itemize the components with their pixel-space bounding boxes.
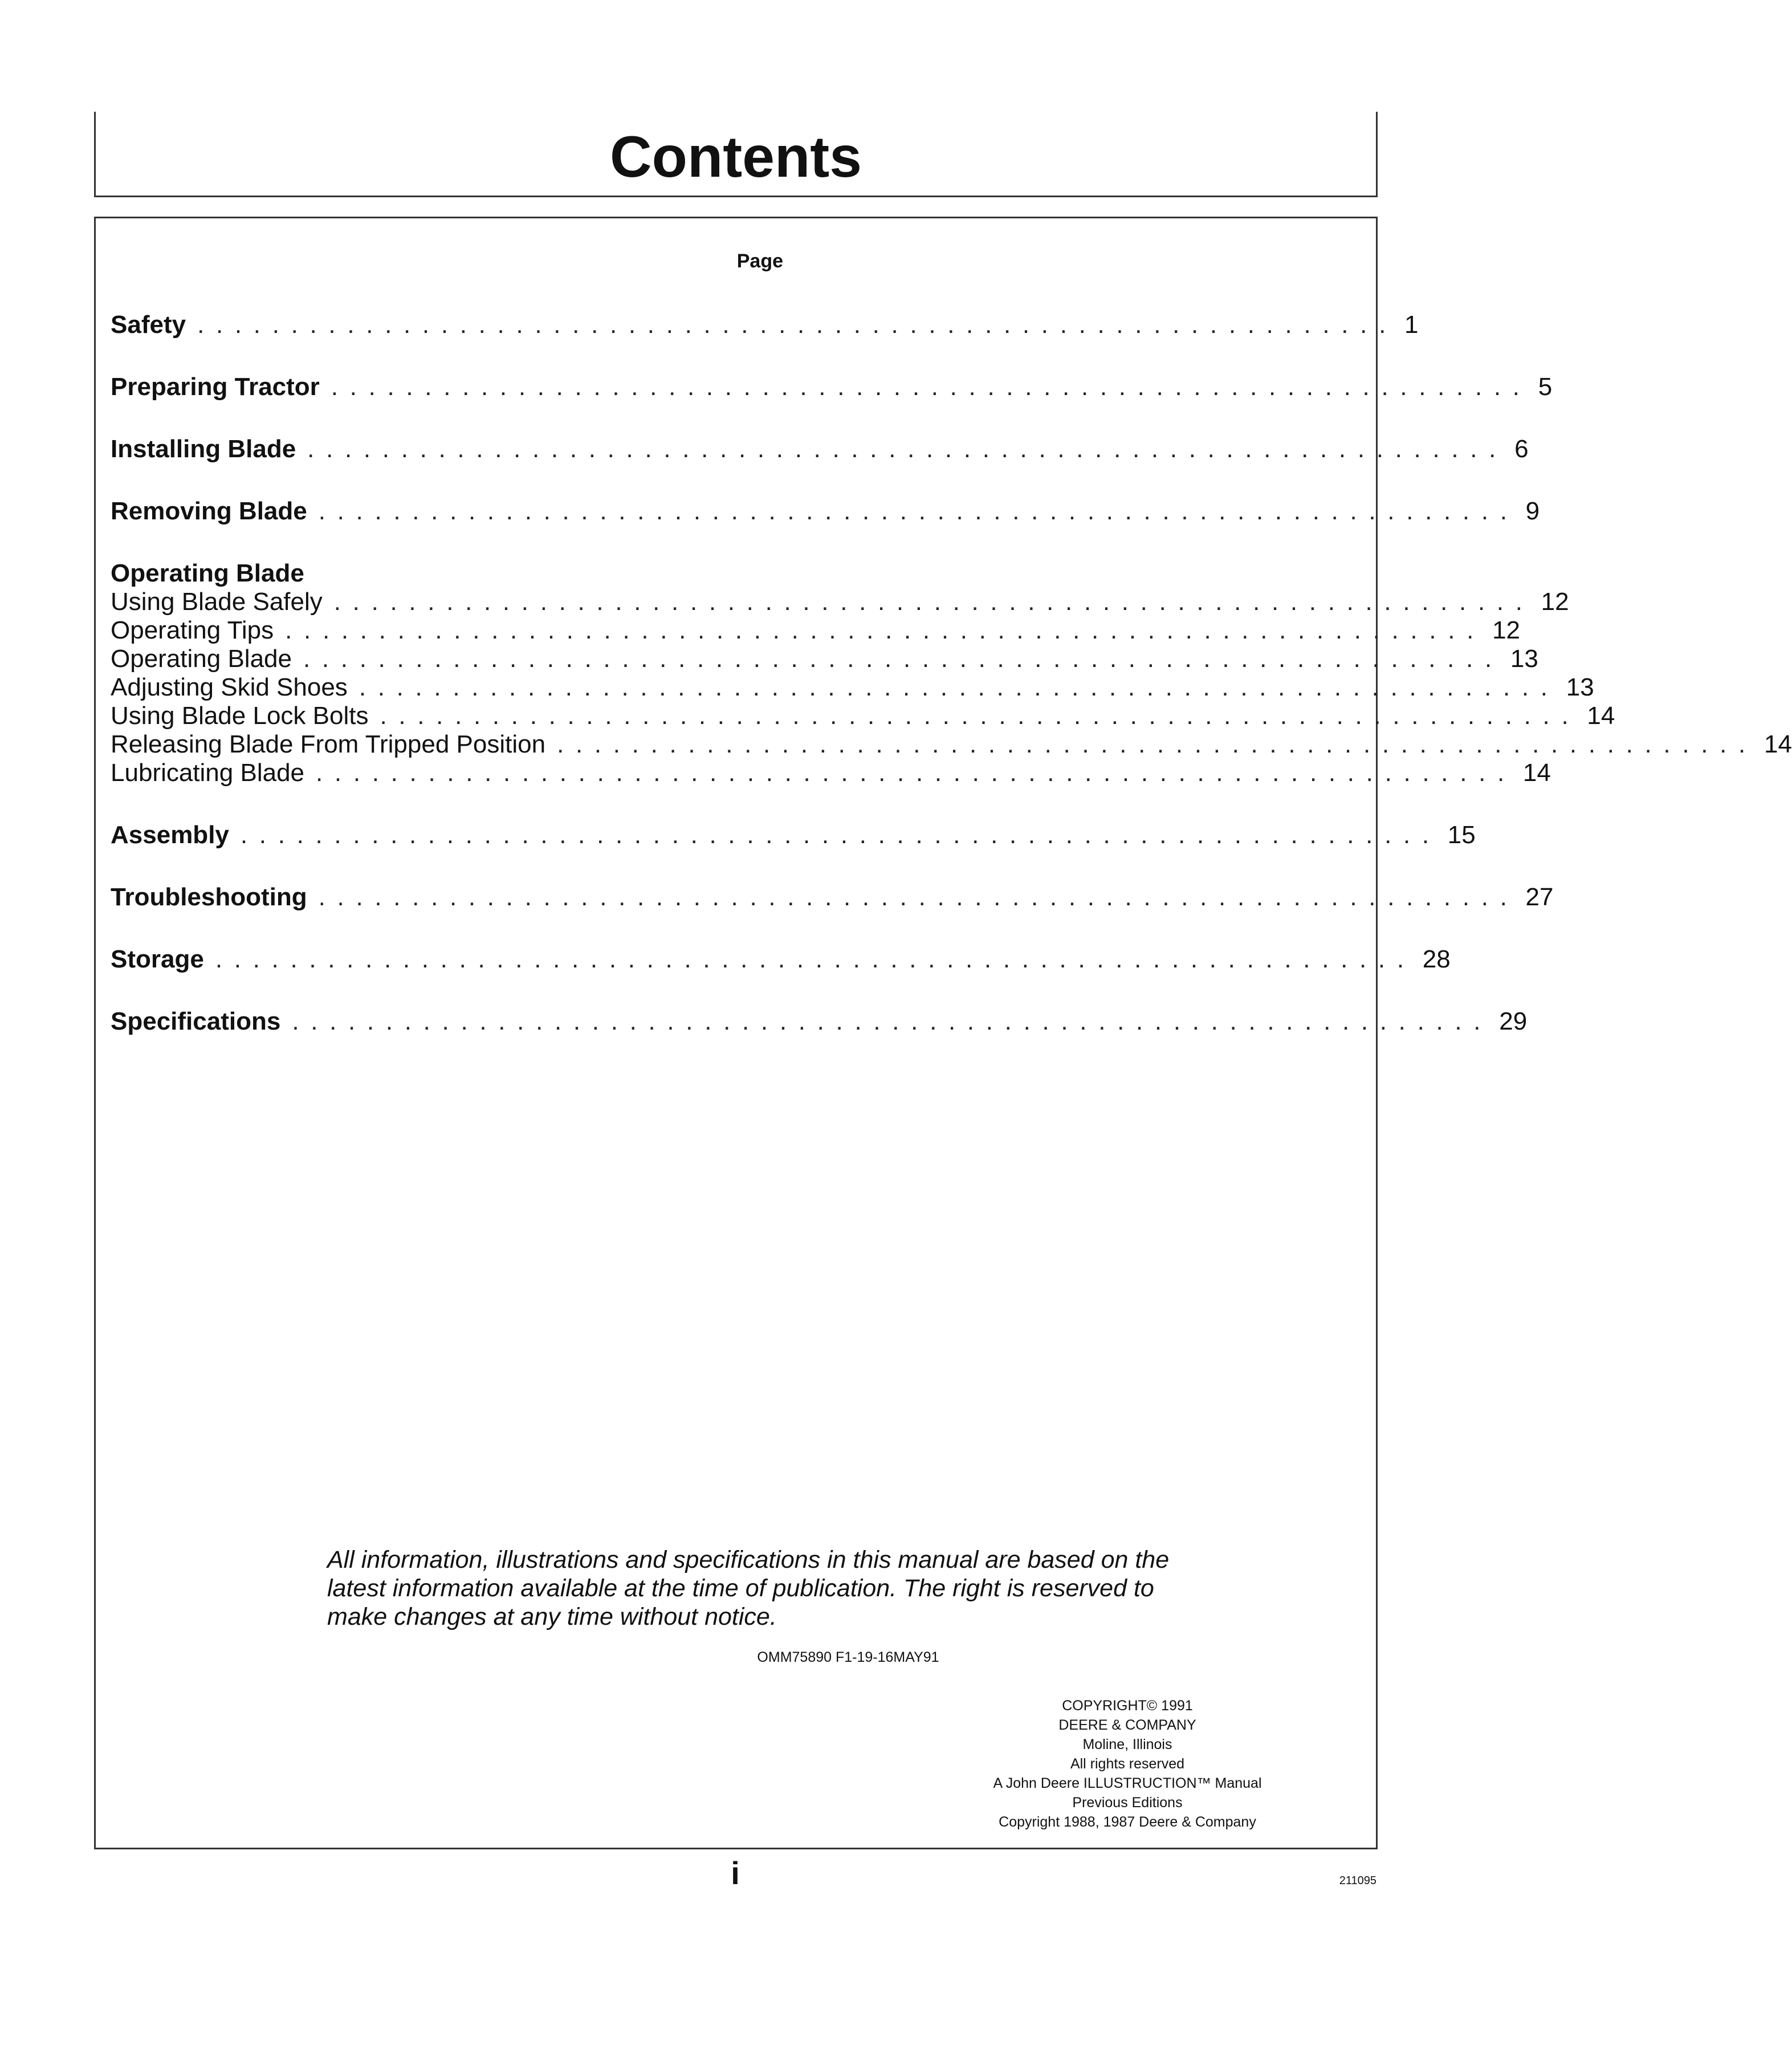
toc-entry-label: Specifications (111, 1007, 281, 1035)
toc-entry-label: Assembly (111, 821, 229, 849)
toc-entry-page: 5 (1538, 373, 1553, 401)
toc-entry-page: 14 (1587, 702, 1615, 730)
toc-entry-page: 13 (1566, 673, 1594, 701)
toc-entry-label: Removing Blade (111, 497, 307, 525)
toc-entry-label: Using Blade Lock Bolts (111, 702, 369, 730)
toc-entry-page: 12 (1541, 588, 1569, 616)
toc-entry-assembly[interactable] (111, 821, 1476, 849)
toc-subentry[interactable] (111, 702, 1615, 730)
leader-dots: ................................................................ (307, 435, 1508, 463)
leader-dots: ................................................................ (359, 673, 1559, 701)
leader-dots: ................................................................ (333, 588, 1534, 616)
toc-entry-safety[interactable] (111, 311, 1419, 339)
leader-dots: ................................................................ (557, 730, 1757, 758)
leader-dots: ................................................................ (331, 373, 1532, 401)
copyright-line: All rights reserved (1070, 1756, 1185, 1772)
leader-dots: ................................................................ (240, 821, 1441, 849)
toc-entry-label: Preparing Tractor (111, 373, 320, 401)
toc-entry-page: 15 (1447, 821, 1476, 849)
toc-entry-label: Storage (111, 945, 204, 973)
toc-entry-preparing-tractor[interactable] (111, 373, 1553, 401)
leader-dots: ................................................................ (303, 645, 1504, 673)
copyright-block (899, 1696, 1355, 1832)
toc-entry-page: 9 (1525, 497, 1540, 525)
toc-entry-label: Using Blade Safely (111, 588, 323, 616)
copyright-line: COPYRIGHT© 1991 (1062, 1698, 1193, 1714)
leader-dots: ................................................................ (380, 702, 1581, 730)
copyright-line: Previous Editions (1072, 1795, 1183, 1811)
toc-group-title: Operating Blade (111, 559, 304, 587)
toc-entry-page: 14 (1764, 730, 1792, 758)
toc-subentry[interactable] (111, 616, 1521, 645)
toc-entry-label: Lubricating Blade (111, 759, 305, 787)
toc-subentry[interactable] (111, 645, 1538, 673)
leader-dots: ................................................................ (316, 759, 1516, 787)
toc-entry-page: 6 (1514, 435, 1529, 463)
toc-entry-storage[interactable] (111, 945, 1451, 974)
revision-code: 211095 (1339, 1874, 1376, 1887)
document-code: OMM75890 F1-19-16MAY91 (757, 1649, 939, 1665)
copyright-line: DEERE & COMPANY (1058, 1717, 1196, 1733)
disclaimer-text: All information, illustrations and specifications in this manual are based on the latest information available at the time of publication. The right is reserved to make changes at any time without notice. (327, 1546, 1170, 1630)
copyright-line: Moline, Illinois (1082, 1736, 1172, 1752)
toc-entry-label: Safety (111, 311, 186, 339)
copyright-line: Copyright 1988, 1987 Deere & Company (999, 1814, 1256, 1830)
toc-entry-page: 28 (1422, 945, 1451, 973)
page-column-label: Page (736, 250, 783, 272)
header-frame (94, 112, 1378, 197)
toc-subentry[interactable] (111, 673, 1594, 702)
copyright-line: A John Deere ILLUSTRUCTION™ Manual (993, 1775, 1262, 1791)
toc-subentry[interactable] (111, 759, 1551, 787)
toc-entry-page: 27 (1525, 883, 1554, 911)
toc-entry-removing-blade[interactable] (111, 497, 1540, 526)
toc-entry-page: 14 (1522, 759, 1551, 787)
leader-dots: ................................................................ (292, 1007, 1493, 1035)
page-title: Contents (610, 124, 862, 189)
toc-subentry[interactable] (111, 588, 1569, 616)
toc-entry-label: Operating Blade (111, 645, 292, 673)
leader-dots: ................................................................ (318, 883, 1519, 911)
toc-subentry[interactable] (111, 730, 1792, 759)
leader-dots: ................................................................ (215, 945, 1416, 973)
toc-entry-installing-blade[interactable] (111, 435, 1529, 463)
toc-entry-label: Releasing Blade From Tripped Position (111, 730, 546, 758)
toc-entry-specifications[interactable] (111, 1007, 1528, 1036)
page-number: i (731, 1855, 740, 1891)
toc-entry-page: 13 (1510, 645, 1538, 673)
toc-entry-troubleshooting[interactable] (111, 883, 1554, 912)
toc-entry-page: 12 (1492, 616, 1521, 644)
contents-box (94, 217, 1792, 1849)
leader-dots: ................................................................ (197, 311, 1398, 339)
toc-entry-label: Installing Blade (111, 435, 296, 463)
leader-dots: ................................................................ (318, 497, 1519, 525)
toc-entry-label: Adjusting Skid Shoes (111, 673, 348, 701)
toc-entry-page: 29 (1499, 1007, 1528, 1035)
leader-dots: ................................................................ (285, 616, 1486, 644)
toc-entry-page: 1 (1404, 311, 1419, 339)
toc-entry-label: Operating Tips (111, 616, 274, 644)
toc-entry-label: Troubleshooting (111, 883, 307, 911)
